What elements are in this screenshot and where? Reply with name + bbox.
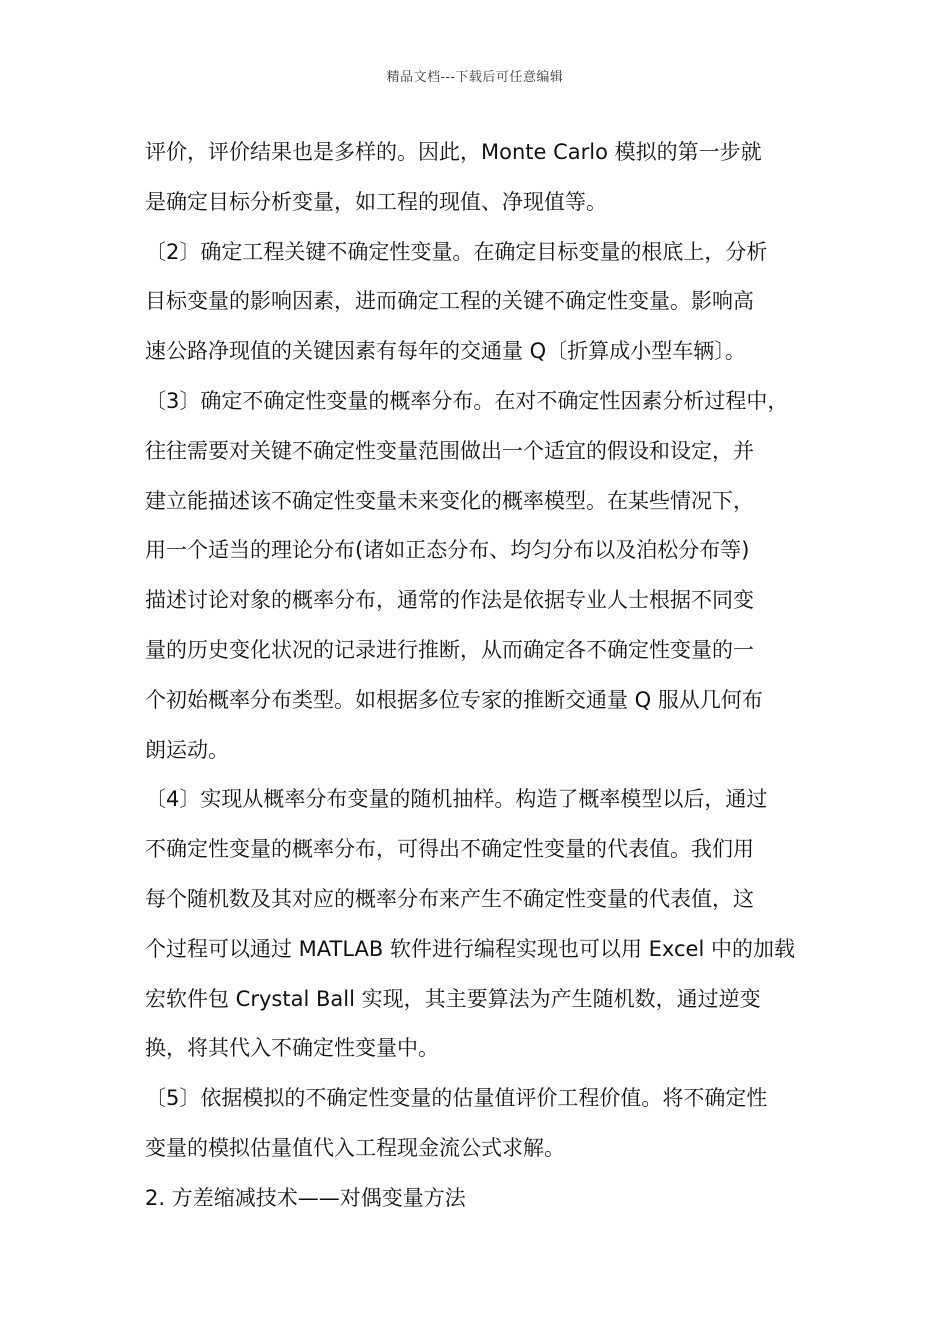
text-line: 朗运动。 bbox=[145, 737, 229, 762]
text-line: 往往需要对关键不确定性变量范围做出一个适宜的假设和设定，并 bbox=[145, 438, 754, 463]
text-line: 用一个适当的理论分布(诸如正态分布、均匀分布以及泊松分布等) bbox=[145, 538, 750, 563]
text-line: 是确定目标分析变量，如工程的现值、净现值等。 bbox=[145, 189, 607, 214]
text-line: 目标变量的影响因素，进而确定工程的关键不确定性变量。影响高 bbox=[145, 289, 754, 314]
text-line: 变量的模拟估量值代入工程现金流公式求解。 bbox=[145, 1135, 565, 1160]
text-line: 量的历史变化状况的记录进行推断，从而确定各不确定性变量的一 bbox=[145, 637, 754, 662]
text-line: 宏软件包 Crystal Ball 实现，其主要算法为产生随机数，通过逆变 bbox=[145, 986, 761, 1011]
document-body bbox=[145, 128, 820, 1224]
text-line: 换，将其代入不确定性变量中。 bbox=[145, 1036, 439, 1061]
text-line: 建立能描述该不确定性变量未来变化的概率模型。在某些情况下， bbox=[145, 488, 754, 513]
text-line: 评价，评价结果也是多样的。因此，Monte Carlo 模拟的第一步就 bbox=[145, 140, 762, 164]
text-line: 〔4〕实现从概率分布变量的随机抽样。构造了概率模型以后，通过 bbox=[145, 787, 768, 812]
text-line: 〔2〕确定工程关键不确定性变量。在确定目标变量的根底上，分析 bbox=[145, 239, 768, 264]
page-header: 精品文档---下载后可任意编辑 bbox=[386, 70, 564, 85]
text-line: 不确定性变量的概率分布，可得出不确定性变量的代表值。我们用 bbox=[145, 837, 754, 862]
text-line: 〔5〕依据模拟的不确定性变量的估量值评价工程价值。将不确定性 bbox=[145, 1086, 768, 1111]
text-line: 个初始概率分布类型。如根据多位专家的推断交通量 Q 服从几何布 bbox=[145, 687, 763, 712]
text-line: 描述讨论对象的概率分布，通常的作法是依据专业人士根据不同变 bbox=[145, 588, 754, 613]
section-heading: 2. 方差缩减技术——对偶变量方法 bbox=[145, 1185, 466, 1210]
text-line: 速公路净现值的关键因素有每年的交通量 Q〔折算成小型车辆〕。 bbox=[145, 339, 746, 364]
text-line: 〔3〕确定不确定性变量的概率分布。在对不确定性因素分析过程中， bbox=[145, 388, 789, 413]
text-line: 每个随机数及其对应的概率分布来产生不确定性变量的代表值，这 bbox=[145, 886, 754, 911]
text-line: 个过程可以通过 MATLAB 软件进行编程实现也可以用 Excel 中的加载 bbox=[145, 936, 795, 961]
